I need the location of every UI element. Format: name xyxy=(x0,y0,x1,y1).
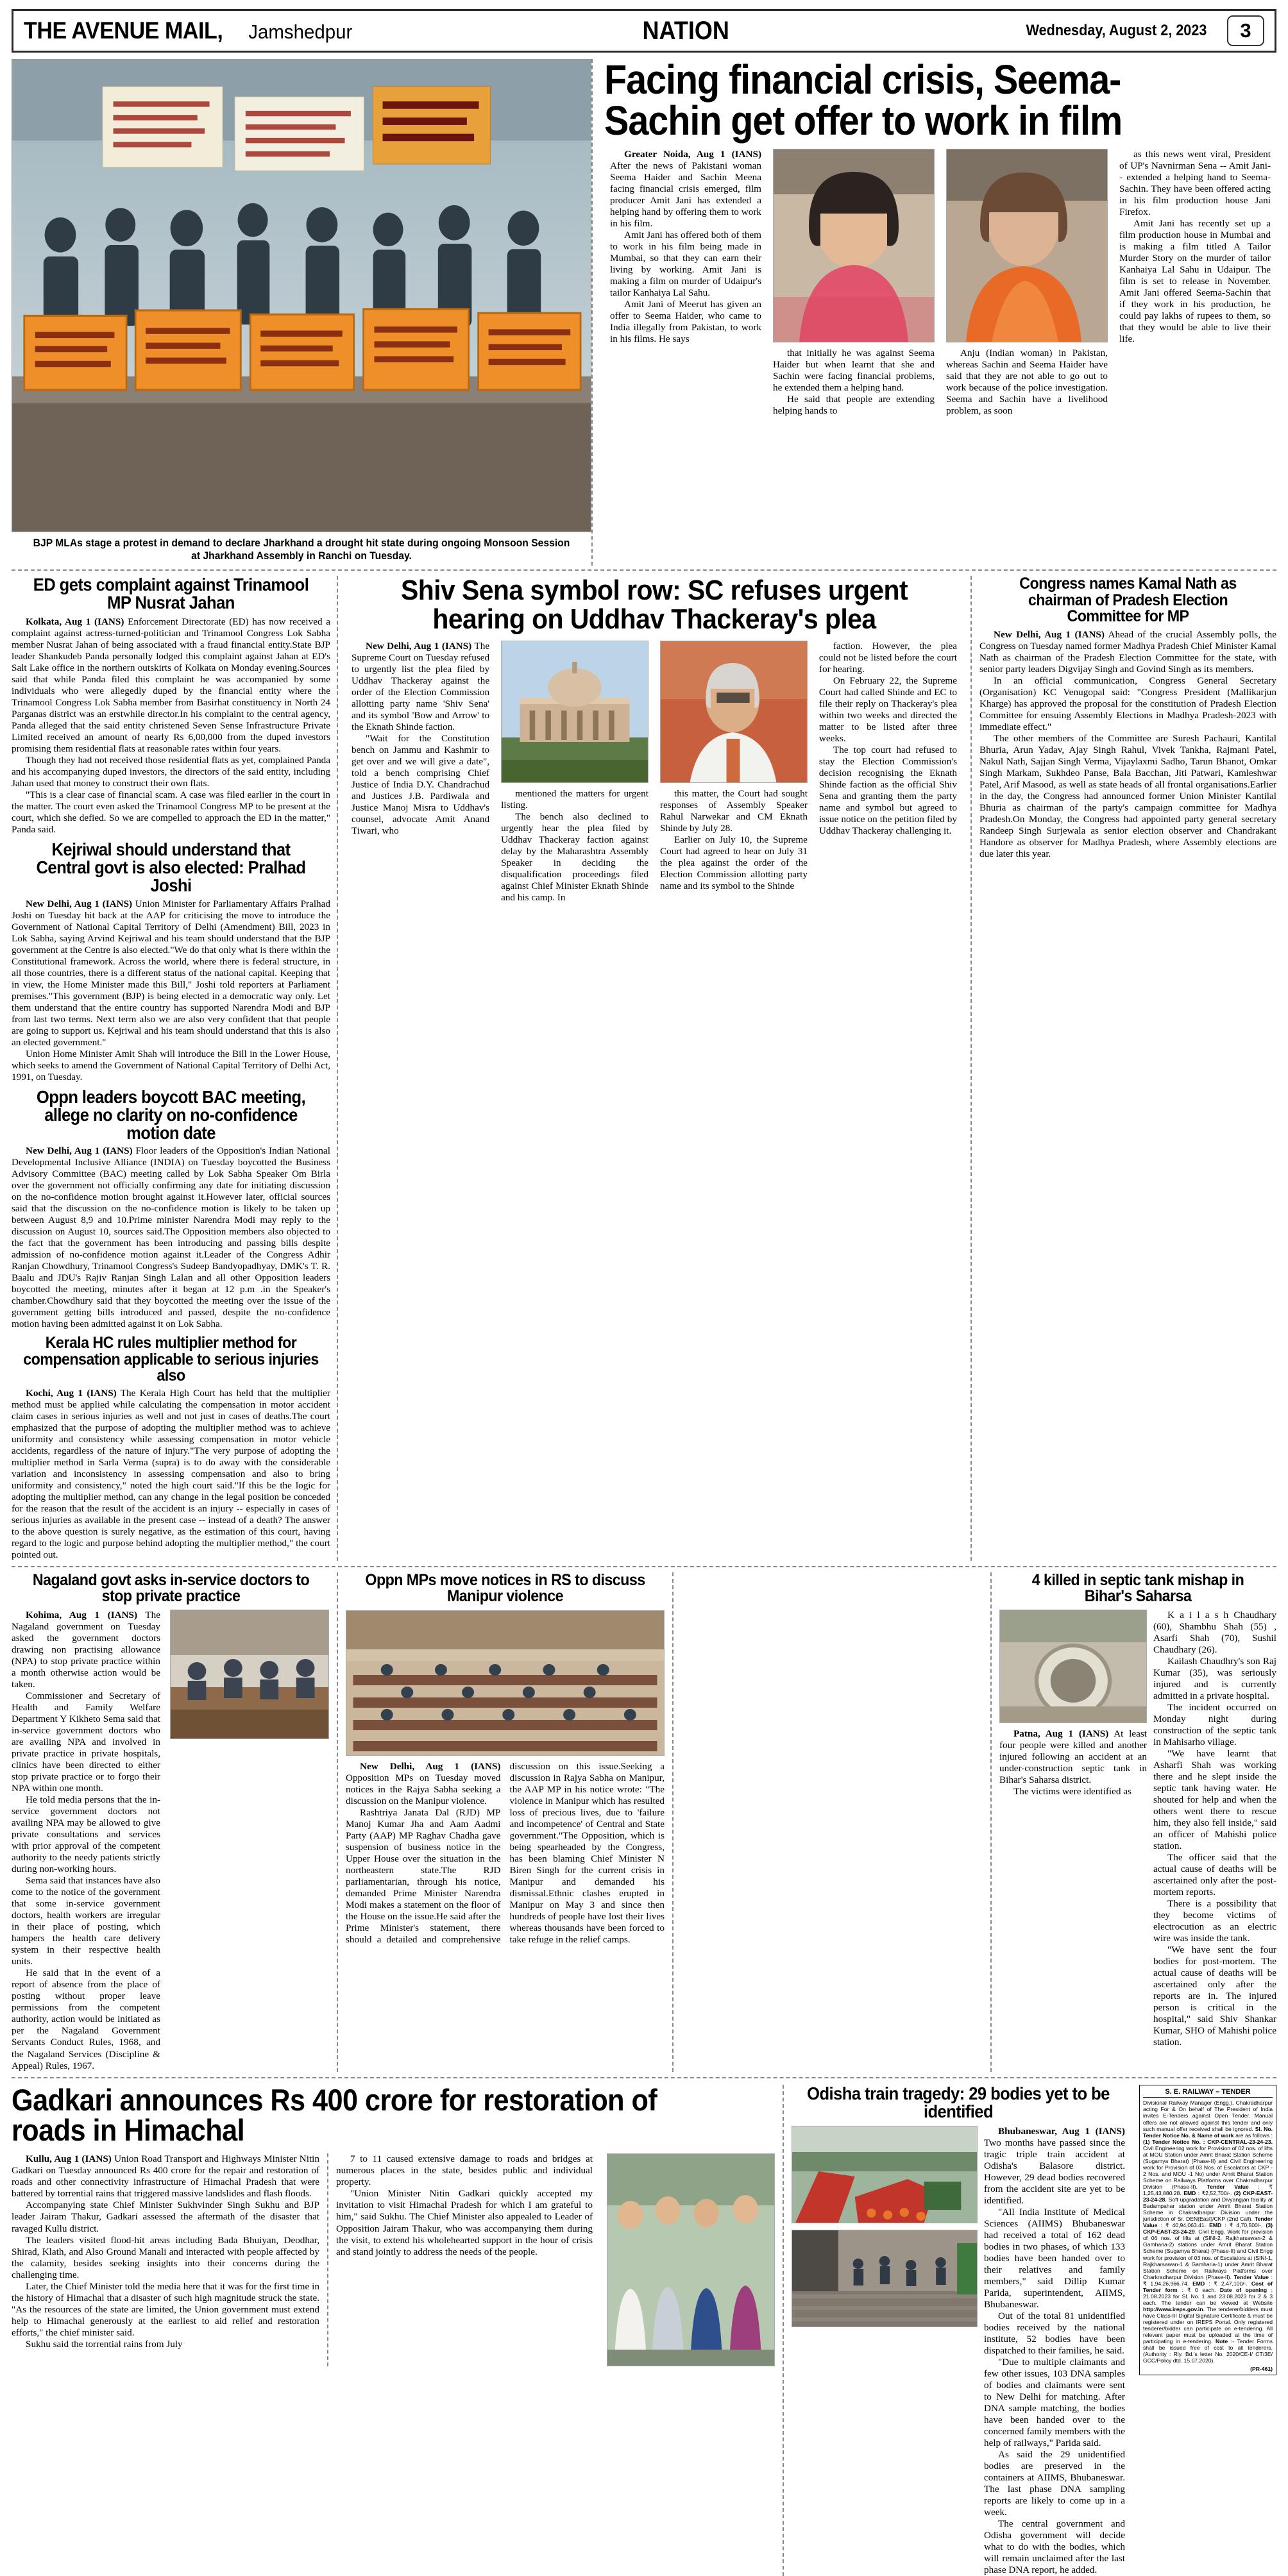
nagaland-photo-block xyxy=(166,1610,329,2072)
kerala-text: Kochi, Aug 1 (IANS) The Kerala High Court has held that the multiplier method must be applied while calculating the compensation in motor accident claim cases in serious injuries as well and not just in cases of deaths.The court emphasized that the purpose of adopting the multiplier method was to achieve uniformity and consistency while assessing compensation in motor vehicle accidents, regardless of the nature of injury."The very purpose of adopting the multiplier method in Sarla Verma (supra) is to do away with the considerable variation and inconsistency in assessing compensation and also to bring uniformity and consistency," noted the high court said."If this be the logic for adopting the multiplier method, can any change in the legal position be conceded for the reason that the result of the accident is an injury -- especially in cases of serious injuries as available in the present case -- instead of a death? The answer to the above question is surely negative, as the estimation of this court, having regard to the logic and purpose behind adopting the multiplier method," the court pointed out. xyxy=(12,1387,330,1560)
gadkari-visit-photo-graphic xyxy=(607,2154,774,2366)
kerala-body xyxy=(12,1388,330,1561)
story-paragraph: "Union Minister Nitin Gadkari quickly accepted my invitation to visit Himachal Pradesh for which I am grateful to him," said Sukhu. The Chief Minister also appealed to Leader of Opposition Jairam Thakur, who was accompanying them during the visit, to extend his wholehearted support in the hour of crisis and stand jointly to address the needs of the people. xyxy=(336,2188,593,2257)
tender-ad xyxy=(1139,2085,1276,2376)
masthead-meta xyxy=(1016,15,1264,46)
story-paragraph: Sema said that instances have also come to the notice of the government that some in-service government doctors, health workers are irregular in their place of posting, which hampers the health care delivery system in their respective health units. xyxy=(12,1875,160,1967)
story-paragraph: 7 to 11 caused extensive damage to roads and bridges at numerous places in the state, besides public and individual property. xyxy=(336,2153,593,2188)
story-paragraph: New Delhi, Aug 1 (IANS) Union Minister for Parliamentary Affairs Pralhad Joshi on Tuesday hit back at the AAP for criticising the move to introduce the Government of National Capital Territory of Delhi (Amendment) Bill, 2023 in Lok Sabha, saying Arvind Kejriwal and his team should understand that the BJP government at the Centre is also elected."We do that only what is there within the Constitutional framework. Across the world, where there is federal structure, in all those countries, there is a different status of the national capital. Keeping that in view, the Home Minister made this Bill," Joshi told reporters at Parliament premises."This government (BJP) is being elected in a democratic way only. Let them understand that the entire country has supported Narendra Modi and BJP from last two terms. Next term also we are also very confident that that people are going to support us. Kejriwal and his team should understand that this is also an elected government." xyxy=(12,898,330,1048)
septic-headline: 4 killed in septic tank mishap in Bihar's Saharsa xyxy=(1031,1570,1244,1606)
manipur-spacer xyxy=(672,1572,990,2072)
story-paragraph: On February 22, the Supreme Court had called Shinde and EC to file their reply on Thackeray's plea within two weeks and directed the matter to be listed after three weeks. xyxy=(818,675,957,744)
story-paragraph: Later, the Chief Minister told the media here that it was for the first time in the history of Himachal that a disaster of such high magnitude struck the state. "As the resources of the state are limited, the Union government must extend help to Himachal generously at the earliest to aid relief and restoration efforts," the chief minister said. xyxy=(12,2280,319,2338)
rajya-sabha-photo-graphic xyxy=(346,1611,664,1755)
story-paragraph: As said the 29 unidentified bodies are preserved in the containers at AIIMS, Bhubaneswar. The last phase DNA sampling reports are likely to come up in a week. xyxy=(984,2449,1125,2518)
story-paragraph: The incident occurred on Monday night during construction of the septic tank in Mahisarho village. xyxy=(1153,1702,1276,1748)
gadkari-photo-block xyxy=(600,2153,775,2366)
septic-tank-photo-graphic xyxy=(1000,1610,1146,1722)
tender-block xyxy=(1133,2085,1276,2576)
story-paragraph: this matter, the Court had sought responses of Assembly Speaker Rahul Narwekar and CM Eknath Shinde by July 28. xyxy=(660,787,808,834)
story-paragraph: "This is a clear case of financial scam. A case was filed earlier in the court in the matter. The court even asked the Trinamool Congress MP to be present at the court, which she defied. So we are compelled to approach the ED in the matter," Panda said. xyxy=(12,789,330,836)
story-paragraph: Commissioner and Secretary of Health and Family Welfare Department Y Kikheto Sema said that in-service government doctors who are availing NPA and involved in private practice in private hospitals, clinics have been directed to either stop private practice or to forgo their NPA within one month. xyxy=(12,1690,160,1794)
seema-haider-photo-graphic xyxy=(774,149,934,342)
story-paragraph: Patna, Aug 1 (IANS) At least four people were killed and another injured following an accident at an under-construction septic tank in Bihar's Saharsa district. xyxy=(999,1728,1147,1785)
congress-headline: Congress names Kamal Nath as chairman of Pradesh Election Committee for MP xyxy=(1019,575,1237,625)
ed-body xyxy=(12,616,330,836)
story-paragraph: In an official communication, Congress General Secretary (Organisation) KC Venugopal said: "Congress President (Mallikarjun Kharge) has approved the proposal for the constitution of Pradesh Election Committee for ensuing Assembly Elections in Madhya Pradesh-2023 with immediate effect." xyxy=(979,675,1276,732)
story-paragraph: Though they had not received those residential flats as yet, complained Panda and his accompanying duped investors, the directors of the said entity, including Jahan used that money to construct their own flats. xyxy=(12,755,330,789)
train-crash-photo-1 xyxy=(792,2126,978,2223)
bac-headline: Oppn leaders boycott BAC meeting, allege no clarity on no-confidence motion date xyxy=(36,1086,306,1143)
kejriwal-headline: Kejriwal should understand that Central govt is also elected: Pralhad Joshi xyxy=(36,839,306,896)
fourth-section xyxy=(12,2077,1276,2576)
story-paragraph: The victims were identified as xyxy=(1013,1785,1131,1797)
story-paragraph: Kullu, Aug 1 (IANS) Union Road Transport and Highways Minister Nitin Gadkari on Tuesday announced Rs 400 crore for the repair and restoration of roads and other connectivity infrastructure of Himachal Pradesh that were battered by torrential rains that triggered massive landslides and flash floods. xyxy=(12,2153,319,2200)
gadkari-col-1 xyxy=(12,2153,327,2366)
story-paragraph: as this news went viral, President of UP's Navnirman Sena -- Amit Jani-- extended a helping hand to Seema-Sachin. They have been offered acting in his film production house Jani Firefox. xyxy=(1119,149,1271,218)
lead-photo-block xyxy=(12,59,591,566)
dateline: Greater Noida, Aug 1 (IANS) xyxy=(624,149,761,160)
kejriwal-body xyxy=(12,898,330,1083)
dateline: Kolkata, Aug 1 (IANS) xyxy=(26,616,124,628)
story-paragraph: Rashtriya Janata Dal (RJD) MP Manoj Kumar Jha and Aam Aadmi Party (AAP) MP Raghav Chadha gave suspension of business notice in the Upper House over the situation in the northeastern state.The RJD parliamentarian, through his notice, demanded Prime Minister Narendra Modi makes a statement on the floor of the House on the issue.He said after the Prime Minister's statement, there should a detailed and comprehensive discussion on this issue.Seeking a discussion in Rajya Sabha on Manipur, the AAP MP in his notice wrote: "The violence in Manipur which has resulted loss of precious lives, due to 'failure and incompetence' of Central and State government."The Opposition, which is being spearheaded by the Congress, has been blaming Chief Minister N Biren Singh for the current crisis in Manipur and demanded his dismissal.Ethnic clashes erupted in Manipur on May 3 and since then hundreds of people have lost their lives whereas thousands have been forced to take refuge in the relief camps. xyxy=(346,1760,665,1946)
shivsena-headline: Shiv Sena symbol row: SC refuses urgent hearing on Uddhav Thackeray's plea xyxy=(400,575,908,636)
story-paragraph: The leaders visited flood-hit areas including Bada Bhuiyan, Deodhar, Shirad, Klath, and Also Ground Manali and interacted with people affected by the calamity, besides seeking insights into their concerns during the challenging time. xyxy=(12,2234,319,2280)
manipur-headline: Oppn MPs move notices in RS to discuss Manipur violence xyxy=(365,1570,645,1606)
story-paragraph: that initially he was against Seema Haider but when learnt that she and Sachin were facing financial problems, he extended them a helping hand. xyxy=(773,348,935,394)
story-paragraph: There is a possibility that they become victims of electrocution as an electric wire was inside the tank. xyxy=(1153,1898,1276,1944)
story-paragraph: Sukhu said the torrential rains from July xyxy=(26,2338,183,2350)
septic-col-2 xyxy=(1153,1610,1276,2049)
lead-col-2 xyxy=(773,348,935,566)
story-paragraph: "We have learnt that Asharfi Shah was working there and he slept inside the septic tank having water. He shouted for help and when the others went there to rescue him, they also fell inside," said an officer of Mahishi police station. xyxy=(1153,1748,1276,1852)
story-paragraph: "We have sent the four bodies for post-mortem. The actual cause of deaths will be ascertained only after the reports are in. The injured person is critical in the hospital," said Shiv Shankar Kumar, SHO of Mahishi police station. xyxy=(1153,1944,1276,2048)
nagaland-col-1 xyxy=(12,1610,166,2072)
story-paragraph: The top court had refused to stay the Election Commission's decision recognising the Eknath Shinde faction as the official Shiv Sena and granting them the party name and symbol but agreed to issue notice on the petition filed by Uddhav Thackeray challenging it. xyxy=(818,744,957,836)
dateline: Kohima, Aug 1 (IANS) xyxy=(26,1609,138,1621)
third-section xyxy=(12,1566,1276,2072)
story-paragraph: He told media persons that the in-service government doctors not availing NPA may be allowed to give private consultations and services with prior approval of the competent authority to the needy patients strictly during non-working hours. xyxy=(12,1794,160,1875)
masthead xyxy=(12,9,1276,53)
nagaland-meeting-photo xyxy=(170,1610,329,1739)
dateline: New Delhi, Aug 1 (IANS) xyxy=(26,898,133,909)
lead-story xyxy=(591,56,1276,566)
shivsena-photo-2-block xyxy=(654,641,813,904)
nagaland-meeting-photo-graphic xyxy=(171,1610,328,1738)
section-name-wrap xyxy=(355,17,1016,46)
bac-body xyxy=(12,1145,330,1330)
supreme-court-photo-graphic xyxy=(502,641,648,782)
story-paragraph: He said that people are extending helping hands to xyxy=(773,394,935,417)
septic-col-1 xyxy=(999,1728,1147,1797)
gadkari-col-2-wrap xyxy=(327,2153,600,2366)
tender-header: S. E. RAILWAY – TENDER xyxy=(1143,2088,1273,2098)
masthead-brand xyxy=(24,17,355,44)
story-paragraph: "All India Institute of Medical Sciences (AIIMS) Bhubaneswar had received a total of 162 dead bodies in two phases, of which 133 bodies have been handed over to their relatives and family members," said Dillip Kumar Parida, superintendent, AIIMS, Bhubaneswar. xyxy=(984,2206,1125,2310)
dateline: New Delhi, Aug 1 (IANS) xyxy=(26,1145,133,1156)
uddhav-thackeray-photo xyxy=(660,641,808,783)
story-paragraph: Earlier on July 10, the Supreme Court had agreed to hear on July 31 the plea against the order of the Election Commission allotting party name and its symbol to the Shinde xyxy=(660,834,808,891)
nagaland-headline: Nagaland govt asks in-service doctors to stop private practice xyxy=(32,1570,310,1606)
story-paragraph: Bhubaneswar, Aug 1 (IANS) Two months have passed since the tragic triple train accident at Odisha's Balasore district. However, 29 dead bodies recovered from the accident site are yet to be identified. xyxy=(984,2125,1125,2206)
publication-date: Wednesday, August 2, 2023 xyxy=(1026,22,1207,39)
shivsena-photo-1-block xyxy=(495,641,654,904)
bac-text: New Delhi, Aug 1 (IANS) Floor leaders of the Opposition's Indian National Developmental Inclusive Alliance (INDIA) on Tuesday boycotted the Business Advisory Committee (BAC) meeting called by Lok Sabha Speaker Om Birla over the government not officially confirming any date for initiating discussion on the no-confidence motion brought against it.However later, official sources said that the discussion on the no-confidence motion is likely to be taken up between August 8,9 and 10.Prime minister Narendra Modi may reply to the discussion on August 10, sources said.The Opposition members also objected to the fact that the government has been introducing and passing bills despite admission of no-confidence motion against it.Leader of the Congress Adhir Ranjan Chowdhury, Trinamool Congress's Sudeep Bandyopadhyay, DMK's T. R. Baalu and JDU's Rajiv Ranjan Singh Lalan and all other Opposition leaders boycotted the meeting, minutes after it began at 12 p.m .in the Speaker's chamber.Chowdhury said that they boycotted the meeting over the issue of the government getting bills introduced and passed, despite the no-confidence motion having been admitted against it on Lok Sabha. xyxy=(12,1145,330,1330)
dateline: New Delhi, Aug 1 (IANS) xyxy=(366,640,472,652)
tender-ref: (PR-461) xyxy=(1250,2366,1273,2373)
train-crash-photo-2 xyxy=(792,2230,978,2327)
ed-headline: ED gets complaint against Trinamool MP Nusrat Jahan xyxy=(33,575,309,613)
story-paragraph: K a i l a s h Chaudhary (60), Shambhu Shah (55) , Asarfi Shah (70), Sushil Chaudhary (26). xyxy=(1153,1609,1276,1655)
kerala-headline: Kerala HC rules multiplier method for compensation applicable to serious injuries also xyxy=(23,1334,319,1385)
story-paragraph: Kailash Chaudhry's son Raj Kumar (35), was seriously injured and is currently admitted in a private hospital. xyxy=(1153,1655,1276,1702)
odisha-body xyxy=(984,2126,1125,2576)
story-paragraph: The other members of the Committee are Suresh Pachauri, Kantilal Bhuria, Arun Yadav, Ajay Singh Rahul, Vivek Tankha, Rajmani Patel, Nakul Nath, Sajjan Singh Verma, Vijaylaxmi Sadho, Tarun Bhanot, Omkar Singh Markam, Sukhdeo Panse, Bala Bacchan, Jiti Patwari, Kamleshwar Patel, Arif Masood, as well as state heads of all frontal organisations.Earlier in the day, the Congress had announced former Union Minister Kantilal Bhuria as chairman of the party's campaign committee for Madhya Pradesh.On Monday, the Congress had appointed party general secretary Randeep Singh Surjewala as senior election observer and Chandrakant Handore as observer for Madhya Pradesh, where Assembly elections are due later this year. xyxy=(979,732,1276,859)
congress-body xyxy=(979,629,1276,860)
story-paragraph: Amit Jani of Meerut has given an offer to Seema Haider, who came to India illegally from Pakistan, to work in his films. He says xyxy=(610,299,761,345)
gadkari-col-2 xyxy=(336,2153,593,2257)
column-right xyxy=(970,576,1276,1561)
story-paragraph: New Delhi, Aug 1 (IANS) Ahead of the crucial Assembly polls, the Congress on Tuesday named former Madhya Pradesh Chief Minister Kamal Nath as chairman of the Pradesh Election Committee for the state, with senior party leaders Digvijay Singh and Govind Singh as its members. xyxy=(979,628,1276,675)
nagaland-block xyxy=(12,1572,337,2072)
septic-block xyxy=(990,1572,1276,2072)
section-name: NATION xyxy=(642,16,729,45)
septic-photo-block xyxy=(999,1610,1153,2049)
second-section xyxy=(12,569,1276,1561)
sachin-meena-photo xyxy=(946,149,1108,342)
lead-col-3 xyxy=(946,348,1108,566)
lead-col-1 xyxy=(604,149,767,566)
story-paragraph: Amit Jani has offered both of them to work in his film being made in Mumbai, so that they can earn their living by working. Amit Jani is making a film on murder of Udaipur's tailor Kanhaiya Lal Sahu. xyxy=(610,230,761,299)
dateline: Patna, Aug 1 (IANS) xyxy=(1013,1728,1109,1739)
lead-headline: Facing financial crisis, Seema-Sachin get offer to work in film xyxy=(604,56,1123,144)
story-paragraph: "Wait for the Constitution bench on Jammu and Kashmir to get over and we will give a date", told a bench comprising Chief Justice of India D.Y. Chandrachud and Justices J.B. Pardiwala and Justice Manoj Misra to Uddhav's counsel, advocate Amit Anand Tiwari, who xyxy=(352,732,490,836)
shivsena-col-1 xyxy=(346,641,495,904)
story-paragraph: Greater Noida, Aug 1 (IANS) After the news of Pakistani woman Seema Haider and Sachin Meena facing financial crisis emerged, film producer Amit Jani has extended a helping hand by offering them to work in his film. xyxy=(610,149,761,230)
odisha-block xyxy=(783,2085,1133,2576)
story-paragraph: faction. However, the plea could not be listed before the court for hearing. xyxy=(818,640,957,675)
train-crash-photo-1-graphic xyxy=(792,2126,977,2223)
lead-col-4 xyxy=(1114,149,1276,566)
story-paragraph: The officer said that the actual cause of deaths will be ascertained only after the post-mortem reports. xyxy=(1153,1852,1276,1898)
tender-text: Divisional Railway Manager (Engg.), Chakradharpur acting For & On behalf of The President of India invites E-Tenders against Open Tender. Manual offers are not allowed against this tender and only such manual offer received shall be ignored. Sl. No. Tender Notice No. & Name of work are as follows : (1) Tender Notice No. : CKP-CENTRAL-23-24-23. Civil Engineering work for Provision of 02 nos. of lifts at MOU Station under Amrit Bharat Station Scheme (Sugamya Bharat) (Phase-II) and Civil Engineering work for Provision of 03 Nos. of Escalators at CKP - 2 Nos. and MOU -1 No) under Amrit Bharat Station Scheme on Railways Platforms over Chakradharpur Division (Phase-II). Tender Value : ₹ 1,25,43,880.28. EMD : ₹2,52,700/-. (2) CKP-EAST-23-24-28. Soft upgradation and Divyangjan facility at Badampahar station under Amrit Bharat Station Scheme in Chakradharpur Division under the jurisdiction of Sr. DEN(East)/CKP (2nd Call). Tender Value : ₹ 40,94,063.41. EMD : ₹ 4,70,500/-. (3) CKP-EAST-23-24-29. Civil Engg. Work for provision of 06 nos. of lifts at (SINI-2, Rajkharsawan-2 & Gamharia-2) stations under Amrit Bharat Station Scheme (Sugamya Bharat) (Phase-II) and Civil Engg work for provision of 03 nos. of Escalators at (SINI-1, Rajkharsawan-1 & Gamharia-1) under Amrit Bharat Station Scheme on Railways Platforms over Charkradharpur Division (Phase-II). Tender Value : ₹ 1,94,26,966.74. EMD : ₹ 2,47,100/-. Cost of Tender form : ₹ 0 each. Date of opening : 21.08.2023 for Sl. No. 1 and 23.08.2023 for 2 & 3 each. The tender can be viewed at Website http://www.ireps.gov.in. The tenderer/bidders must have Class-III Digital Signature Certificate & must be registered under on IREPS Portal. Only registered tenderer/bidder can participate on e-tendering. All relevant paper must be uploaded at the time of participating in e-tendering. Note :- Tender Forms shall be issued free of cost to all tenderers. (Authority : Rly. Bd.'s letter No. 2020/CE-I/ CT/3E/ GCC/Policy dtd. 15.07.2020). xyxy=(1143,2100,1273,2364)
story-paragraph: New Delhi, Aug 1 (IANS) Opposition MPs on Tuesday moved notices in the Rajya Sabha seeking a discussion on the Manipur violence. xyxy=(346,1760,501,1806)
gadkari-headline: Gadkari announces Rs 400 crore for restoration of roads in Himachal xyxy=(12,2082,657,2148)
manipur-body xyxy=(346,1761,665,1946)
paper-city: Jamshedpur xyxy=(248,21,353,43)
column-center xyxy=(337,576,970,1561)
manipur-block xyxy=(337,1572,672,2072)
lead-photo-3-block xyxy=(940,149,1114,566)
protest-photo-graphic xyxy=(12,60,591,532)
story-paragraph: He said that in the event of a report of absence from the place of posting without proper leave permissions from the competent authority, action would be initiated as per the Nagaland Government Servants Conduct Rules, 1968, and the Nagaland Services (Discipline & Appeal) Rules, 1967. xyxy=(12,1967,160,2071)
story-paragraph: Union Home Minister Amit Shah will introduce the Bill in the Lower House, which seeks to amend the Government of National Capital Territory of Delhi Act, 1991, on Tuesday. xyxy=(12,1048,330,1082)
septic-tank-photo xyxy=(999,1610,1147,1723)
dateline: Kochi, Aug 1 (IANS) xyxy=(26,1387,117,1399)
story-paragraph: Kolkata, Aug 1 (IANS) Enforcement Directorate (ED) has now received a complaint against actress-turned-politician and Trinamool Congress Lok Sabha member Nusrat Jahan of being associated with a fraud financial entity.State BJP leader Shankudeb Panda personally lodged this complaint against Jahan at ED's Salt Lake office in the northern outskirts of Kolkata on Monday evening.Sources said that while Panda filed this complaint he was accompanied by some individuals who were allegedly duped by the financial entity where the Trinamool Congress Lok Sabha member from Basirhat constituency in North 24 Parganas district was an erstwhile director.In his complaint to the central agency, Panda alleged that the said entity christened Seven Sense Infrastructure Private Limited received an amount of nearly Rs 6,00,000 from the duped investors promising them residential flats at reasonable rates within four years. xyxy=(12,616,330,755)
paper-title: THE AVENUE MAIL, xyxy=(24,17,223,44)
odisha-photo-col xyxy=(792,2126,984,2576)
story-paragraph: Out of the total 81 unidentified bodies received by the national institute, 52 bodies have been dispatched to their families, he said. xyxy=(984,2310,1125,2356)
uddhav-thackeray-photo-graphic xyxy=(661,641,807,782)
gadkari-block xyxy=(12,2082,783,2576)
sachin-meena-photo-graphic xyxy=(947,149,1107,342)
seema-haider-photo xyxy=(773,149,935,342)
dateline: Kullu, Aug 1 (IANS) xyxy=(26,2153,112,2165)
lead-photo-caption: BJP MLAs stage a protest in demand to declare Jharkhand a drought hit state during ongoing Monsoon Session at Jharkhand Assembly in Ranchi on Tuesday. xyxy=(33,537,570,562)
column-left xyxy=(12,576,337,1561)
dateline: New Delhi, Aug 1 (IANS) xyxy=(360,1760,501,1772)
train-crash-photo-2-graphic xyxy=(792,2230,977,2327)
shivsena-col-4 xyxy=(813,641,963,904)
page-number: 3 xyxy=(1227,15,1264,46)
dateline: New Delhi, Aug 1 (IANS) xyxy=(994,628,1105,640)
odisha-headline: Odisha train tragedy: 29 bodies yet to be identified xyxy=(807,2083,1110,2121)
lead-section xyxy=(12,56,1276,566)
shivsena-col-2 xyxy=(501,788,648,904)
rajya-sabha-photo xyxy=(346,1610,665,1756)
story-paragraph: Amit Jani has recently set up a film production house in Mumbai and is making a film titled A Tailor Murder Story on the murder of tailor Kanhaiya Lal Sahu in Udaipur. The film is set to release in November. Amit Jani offered Seema-Sachin that if they work in his production, he could pay lakhs of rupees to them, so that they would be able to live their life. xyxy=(1119,218,1271,345)
gadkari-visit-photo xyxy=(607,2153,775,2366)
lead-paragraphs-3: Anju (Indian woman) in Pakistan, whereas Sachin and Seema Haider have said that they are not able to go out to work because of the police investigation. Seema and Sachin have a livelihood problem, as soon xyxy=(946,348,1108,417)
shivsena-col-3 xyxy=(660,788,808,892)
dateline: Bhubaneswar, Aug 1 (IANS) xyxy=(998,2125,1125,2137)
story-paragraph: The bench also declined to urgently hear the plea filed by Uddhav Thackeray faction against delay by the Maharashtra Assembly Speaker in deciding the disqualification proceedings filed against Chief Minister Eknath Shinde and his camp. In xyxy=(501,811,648,903)
story-paragraph: Kohima, Aug 1 (IANS) The Nagaland government on Tuesday asked the government doctors drawing non practising allowance (NPA) to stop private practice within a month otherwise action would be taken. xyxy=(12,1609,160,1690)
story-paragraph: Accompanying state Chief Minister Sukhvinder Singh Sukhu and BJP leader Jairam Thakur, Gadkari assessed the aftermath of the disaster that ravaged Kullu district. xyxy=(12,2200,319,2234)
story-paragraph: "Due to multiple claimants and few other issues, 103 DNA samples of bodies and claimants were sent to New Delhi for matching. After DNA sample matching, the bodies have been handed over to the concerned family members with the help of railways," Parida said. xyxy=(984,2356,1125,2449)
story-paragraph: mentioned the matters for urgent listing. xyxy=(501,787,648,811)
supreme-court-photo xyxy=(501,641,648,783)
story-paragraph: New Delhi, Aug 1 (IANS) The Supreme Court on Tuesday refused to urgently list the plea filed by Uddhav Thackeray against the order of the Election Commission allotting party name 'Shiv Sena' and its symbol 'Bow and Arrow' to the Eknath Shinde faction. xyxy=(352,640,490,732)
protest-photo xyxy=(12,59,591,532)
lead-photo-2-block xyxy=(767,149,940,566)
story-paragraph: The central government and Odisha government will decide what to do with the bodies, which will remain unclaimed after the last phase DNA report, he added. xyxy=(984,2518,1125,2576)
